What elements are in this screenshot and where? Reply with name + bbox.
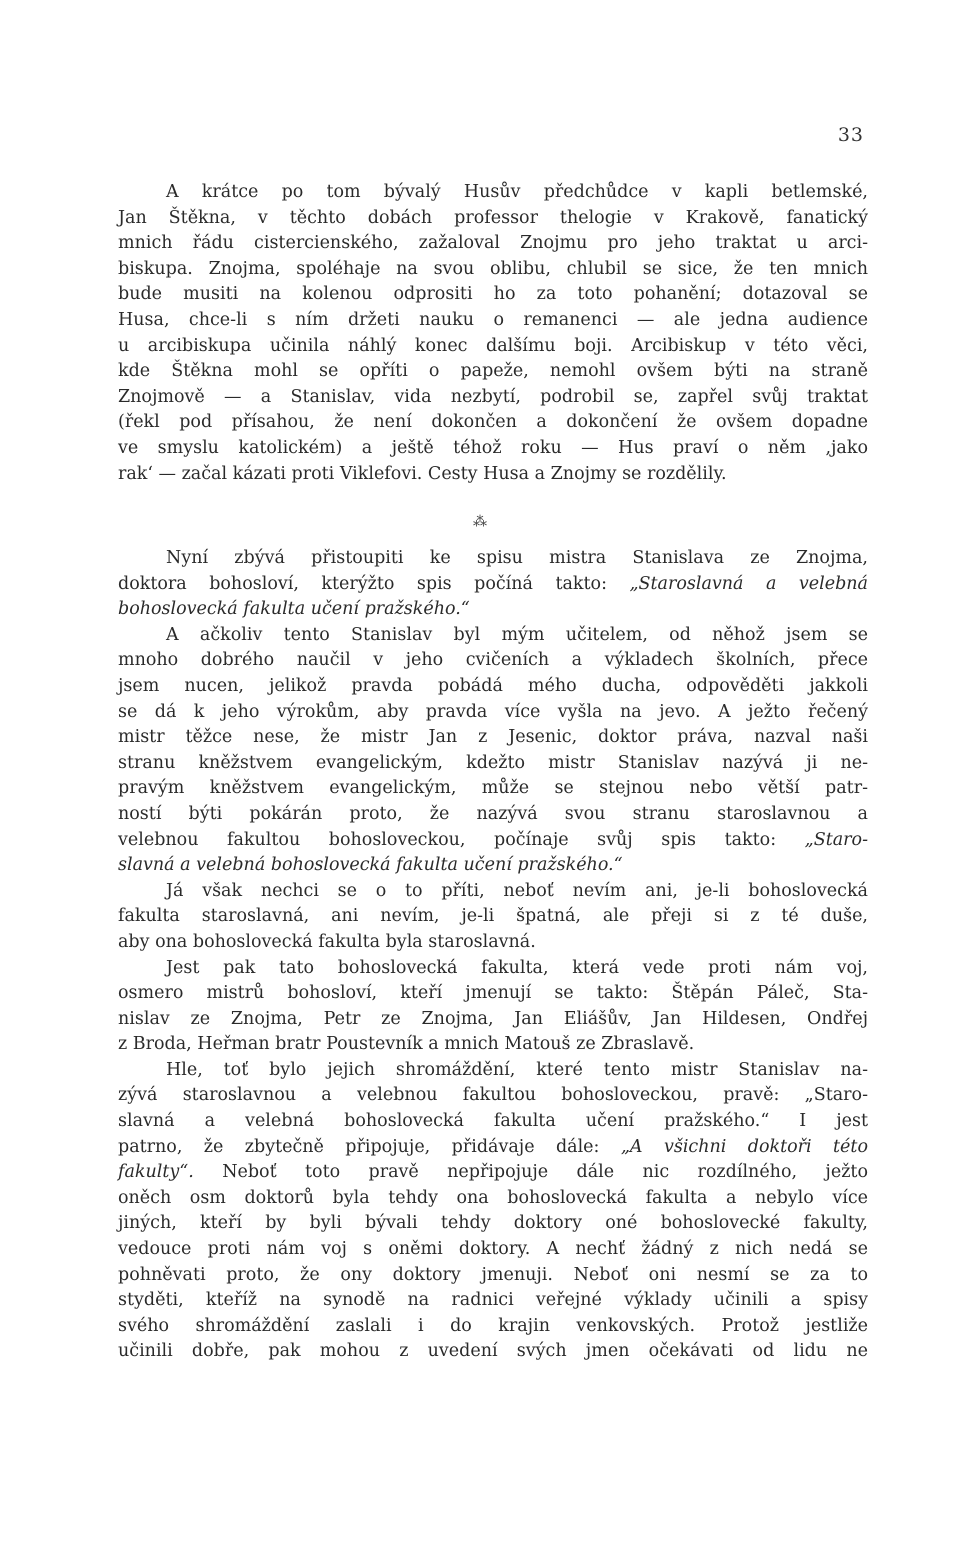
text-line [118,853,868,879]
line-text: Znojmově — a Stanislav, vida nezbytí, podrobil se, zapřel svůj traktat [118,386,868,407]
line-italic-text: „Staro- [804,829,868,850]
text-line [118,206,868,232]
line-text: mnich řádu cistercienského, zažaloval Znojmu pro jeho traktat u arci- [118,233,868,254]
line-text: učinili dobře, pak mohou z uvedení svých jmen očekávati od lidu ne [118,1341,868,1362]
text-line [118,180,868,206]
text-line [118,930,868,956]
text-line [118,231,868,257]
text-line [118,1186,868,1212]
line-text: u arcibiskupa učinila náhlý konec dalšímu boji. Arcibiskup v této věci, [118,335,868,356]
line-italic-text: „A všichni doktoři této [620,1136,868,1157]
line-text: vedouce proti nám voj s oněmi doktory. A nechť žádný z nich nedá se [118,1239,868,1260]
line-text: slavná a velebná bohoslovecká fakulta učení pražského.“ I jest [118,1111,868,1132]
text-line [118,725,868,751]
line-text: ve smyslu katolickém) a ještě téhož roku — Hus praví o něm ‚jako [118,437,868,458]
text-line [118,648,868,674]
line-text: Nyní zbývá přistoupiti ke spisu mistra Stanislava ze Znojma, [166,548,868,568]
text-line [118,1083,868,1109]
line-text: kde Štěkna mohl se opříti o papeže, nemohl ovšem býti na straně [118,361,868,382]
text-line [118,1314,868,1340]
line-text: ností býti pokárán proto, že nazývá svou stranu staroslavnou a [118,803,868,824]
line-italic-text: bohoslovecká fakulta učení pražského.“ [118,599,470,620]
paragraph-stekna [118,180,868,487]
text-line [118,1058,868,1084]
line-text: z Broda, Heřman bratr Poustevník a mnich Matouš ze Zbraslavě. [118,1034,695,1055]
line-text: A krátce po tom bývalý Husův předchůdce v kapli betlemské, [166,182,868,202]
line-italic-text: „Staroslavná a velebná [629,573,868,594]
text-line [118,385,868,411]
text-line [118,1339,868,1365]
page-number: 33 [837,124,864,146]
line-text: oněch osm doktorů byla tehdy ona bohoslovecká fakulta a nebylo více [118,1187,868,1208]
text-line [118,436,868,462]
line-text: mnoho dobrého naučil v jeho cvičeních a výkladech školních, přece [118,650,868,671]
text-line [118,828,868,854]
section-separator: ⁂ [473,514,487,530]
text-line [118,359,868,385]
text-line [118,308,868,334]
text-line [118,334,868,360]
line-text: A ačkoliv tento Stanislav byl mým učitelem, od něhož jsem se [166,624,868,645]
text-line [118,572,868,598]
text-line [118,597,868,623]
line-text: pravým kněžstvem evangelickým, může se stejnou nebo větší patr- [118,778,868,799]
line-text: svého shromáždění zaslali i do krajin venkovských. Protož jestliže [118,1315,868,1336]
paragraph-stanislav [118,546,868,1365]
line-text: se dá k jeho výrokům, aby pravda více vyšla na jevo. A ježto řečený [118,701,868,722]
line-text: rak‘ — začal kázati proti Viklefovi. Cesty Husa a Znojmy se rozdělily. [118,463,727,484]
text-line [118,879,868,905]
line-text: (řekl pod přísahou, že není dokončen a dokončení že ovšem dopadne [118,412,868,433]
line-text: styděti, kteříž na synodě na radnici veřejné výklady učinili a spisy [118,1290,868,1311]
line-text: Husa, chce-li s ním držeti nauku o remanenci — ale jedna audience [118,309,868,330]
text-line [118,1288,868,1314]
text-line [118,1109,868,1135]
line-text: bude musiti na kolenou odprositi ho za toto pohanění; dotazoval se [118,284,868,305]
line-text: jsem nucen, jelikož pravda pobádá mého ducha, odpověděti jakkoli [118,675,868,696]
line-text: stranu kněžstvem evangelickým, kdežto mistr Stanislav nazývá ji ne- [118,752,868,773]
text-line [118,1135,868,1161]
text-line [118,802,868,828]
text-line [118,700,868,726]
line-text: aby ona bohoslovecká fakulta byla staroslavná. [118,931,536,952]
text-line [118,410,868,436]
text-line [118,1211,868,1237]
line-text: fakulta staroslavná, ani nevím, je-li špatná, ale přeji si z té duše, [118,906,868,927]
text-line [118,1160,868,1186]
text-line [118,776,868,802]
line-text: Jan Štěkna, v těchto dobách professor thelogie v Krakově, fanatický [118,207,868,228]
line-text: Jest pak tato bohoslovecká fakulta, která vede proti nám voj, [166,957,868,978]
text-line [118,1032,868,1058]
text-line [118,1237,868,1263]
line-italic-text: slavná a velebná bohoslovecká fakulta učení pražského.“ [118,855,623,876]
text-line [118,462,868,488]
line-text: pohněvati proto, že ony doktory jmenuji. Neboť oni nesmí se za to [118,1264,868,1285]
line-text: doktora bohosloví, kterýžto spis počíná takto: [118,573,630,594]
text-line [118,623,868,649]
line-italic-text: fakulty“. [118,1162,194,1183]
line-text: nislav ze Znojma, Petr ze Znojma, Jan Eliášův, Jan Hildesen, Ondřej [118,1008,868,1029]
text-line [118,674,868,700]
line-text: biskupa. Znojma, spoléhaje na svou oblibu, chlubil se sice, že ten mnich [118,258,868,279]
line-text: osmero mistrů bohosloví, kteří jmenují se takto: Štěpán Páleč, Sta- [118,983,868,1004]
text-line [118,981,868,1007]
line-text: mistr těžce nese, že mistr Jan z Jesenic, doktor práva, nazval naši [118,727,868,748]
text-line [118,1263,868,1289]
text-line [118,751,868,777]
text-line [118,282,868,308]
line-text: Hle, toť bylo jejich shromáždění, které tento mistr Stanislav na- [166,1059,868,1080]
line-text: patrno, že zbytečně připojuje, přidávaje dále: [118,1136,621,1157]
line-text: Neboť toto pravě nepřipojuje dále nic rozdílného, ježto [193,1162,868,1183]
text-line [118,546,868,572]
line-text: Já však nechci se o to příti, neboť nevím ani, je-li bohoslovecká [166,880,868,901]
line-text: zývá staroslavnou a velebnou fakultou bohosloveckou, pravě: „Staro- [118,1085,868,1106]
line-text: velebnou fakultou bohosloveckou, počínaje svůj spis takto: [118,829,805,850]
text-line [118,956,868,982]
text-line [118,904,868,930]
line-text: jiných, kteří by byli bývali tehdy doktory oné bohoslovecké fakulty, [118,1213,868,1234]
text-line [118,257,868,283]
text-line [118,1007,868,1033]
